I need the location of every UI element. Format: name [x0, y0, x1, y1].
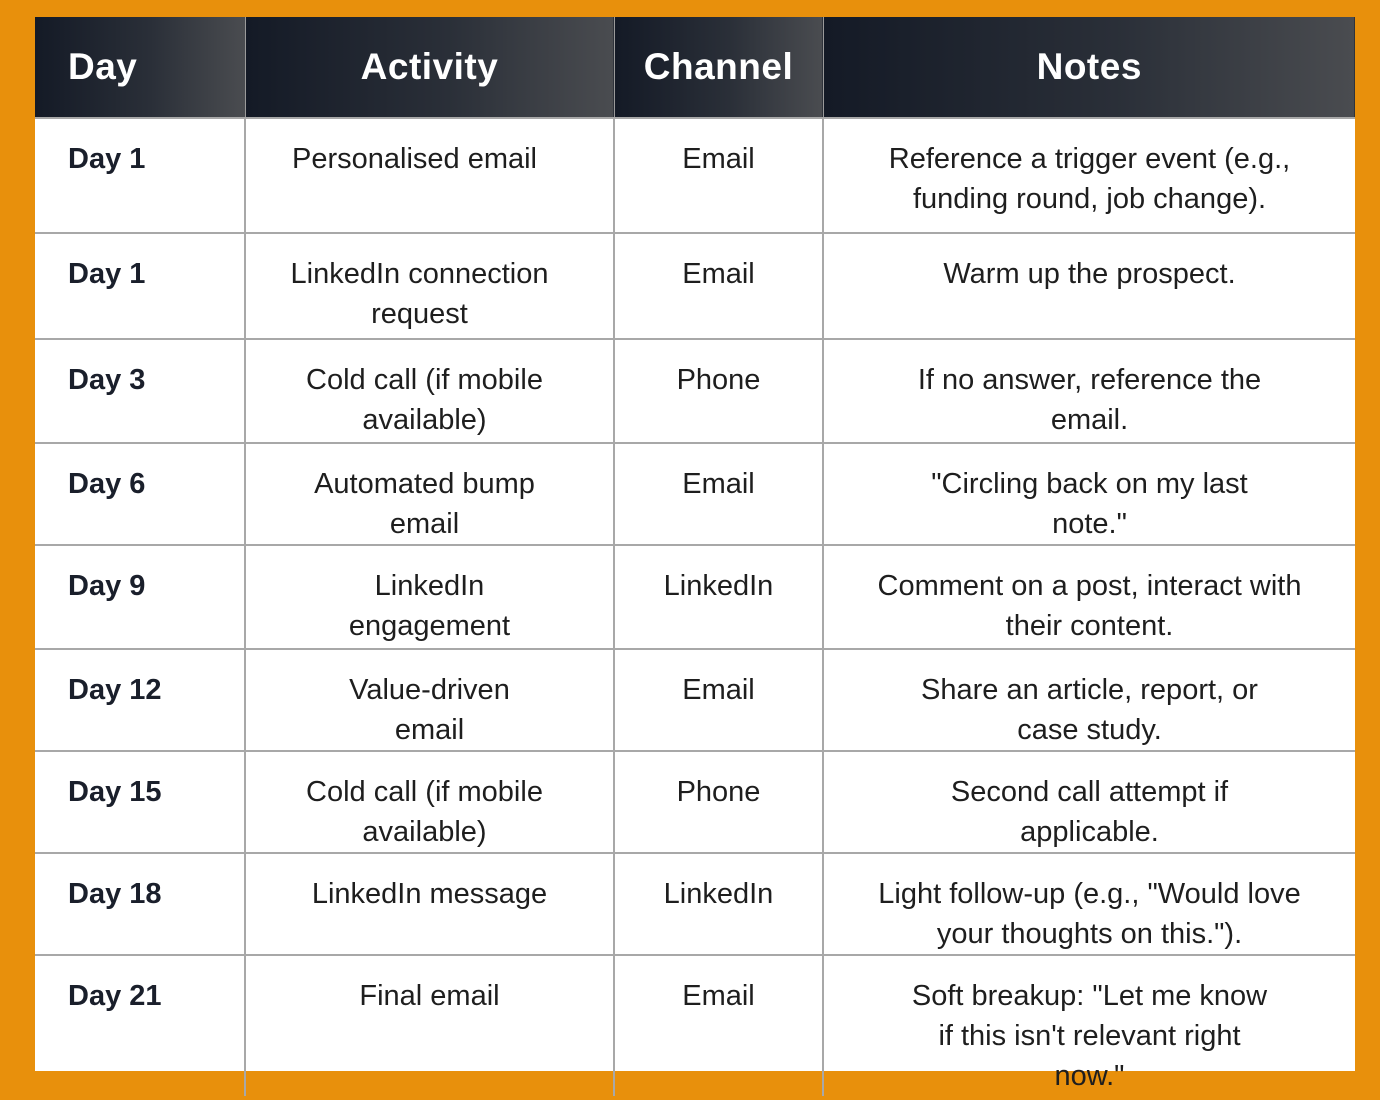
- table-row: [35, 443, 1355, 545]
- notes-cell: Soft breakup: "Let me know if this isn't relevant right now.": [823, 955, 1355, 1096]
- channel-cell: Email: [614, 118, 823, 233]
- day-cell: Day 1: [35, 118, 245, 233]
- table-row: [35, 955, 1355, 1096]
- channel-cell: Phone: [614, 339, 823, 443]
- day-cell: Day 21: [35, 955, 245, 1096]
- day-cell: Day 6: [35, 443, 245, 545]
- channel-cell: LinkedIn: [614, 853, 823, 955]
- activity-cell: Cold call (if mobile available): [245, 751, 614, 853]
- column-header-activity: Activity: [245, 17, 614, 118]
- outreach-sequence-table-frame: [35, 17, 1355, 1092]
- day-cell: Day 3: [35, 339, 245, 443]
- outreach-sequence-table: [35, 17, 1355, 1096]
- table-row: [35, 751, 1355, 853]
- table-row: [35, 233, 1355, 339]
- channel-cell: Email: [614, 649, 823, 751]
- notes-cell: Share an article, report, or case study.: [823, 649, 1355, 751]
- day-cell: Day 12: [35, 649, 245, 751]
- channel-cell: Email: [614, 443, 823, 545]
- column-header-notes: Notes: [823, 17, 1355, 118]
- channel-cell: Email: [614, 233, 823, 339]
- channel-cell: Email: [614, 955, 823, 1096]
- activity-cell: LinkedIn connection request: [245, 233, 614, 339]
- table-row: [35, 118, 1355, 233]
- table-row: [35, 853, 1355, 955]
- day-cell: Day 9: [35, 545, 245, 649]
- table-row: [35, 545, 1355, 649]
- activity-cell: Personalised email: [245, 118, 614, 233]
- activity-cell: LinkedIn engagement: [245, 545, 614, 649]
- table-row: [35, 339, 1355, 443]
- column-header-day: Day: [35, 17, 245, 118]
- day-cell: Day 1: [35, 233, 245, 339]
- activity-cell: LinkedIn message: [245, 853, 614, 955]
- notes-cell: Second call attempt if applicable.: [823, 751, 1355, 853]
- table-row: [35, 649, 1355, 751]
- day-cell: Day 15: [35, 751, 245, 853]
- notes-cell: Comment on a post, interact with their content.: [823, 545, 1355, 649]
- notes-cell: "Circling back on my last note.": [823, 443, 1355, 545]
- column-header-channel: Channel: [614, 17, 823, 118]
- activity-cell: Automated bump email: [245, 443, 614, 545]
- activity-cell: Value-driven email: [245, 649, 614, 751]
- notes-cell: Reference a trigger event (e.g., funding round, job change).: [823, 118, 1355, 233]
- channel-cell: Phone: [614, 751, 823, 853]
- activity-cell: Final email: [245, 955, 614, 1096]
- activity-cell: Cold call (if mobile available): [245, 339, 614, 443]
- notes-cell: If no answer, reference the email.: [823, 339, 1355, 443]
- notes-cell: Light follow-up (e.g., "Would love your thoughts on this.").: [823, 853, 1355, 955]
- notes-cell: Warm up the prospect.: [823, 233, 1355, 339]
- channel-cell: LinkedIn: [614, 545, 823, 649]
- table-header-row: [35, 17, 1355, 118]
- day-cell: Day 18: [35, 853, 245, 955]
